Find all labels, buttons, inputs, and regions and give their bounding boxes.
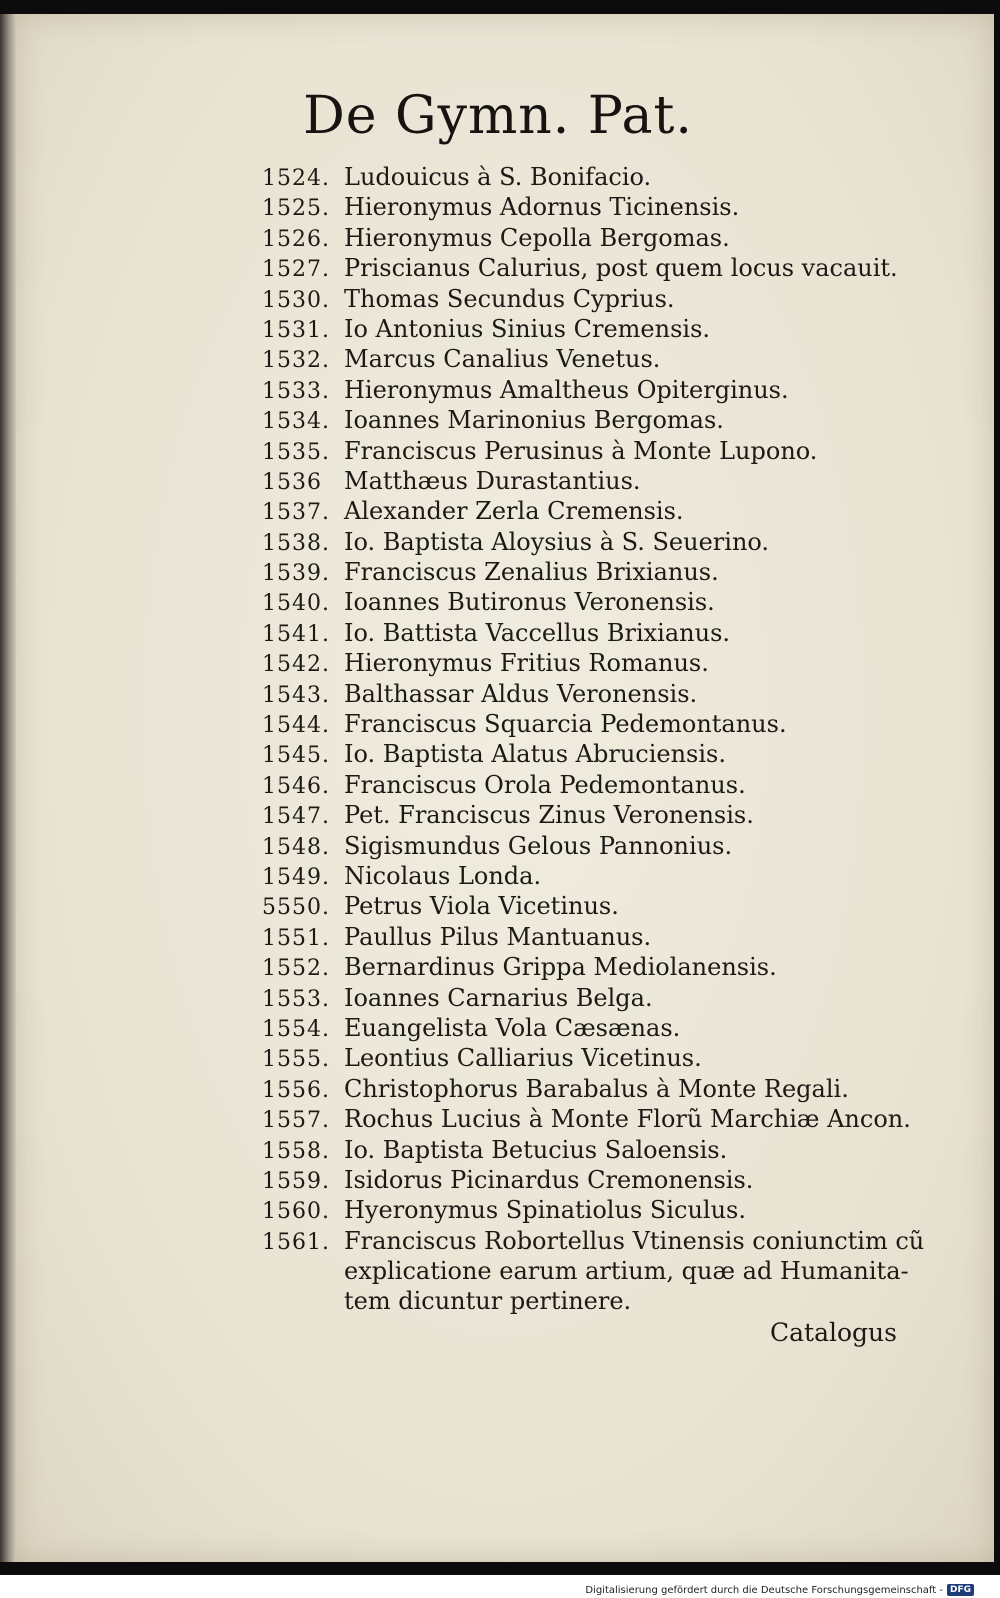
list-item — [262, 527, 942, 557]
entry-name: Alexander Zerla Cremensis. — [344, 497, 684, 526]
entry-year: 1526. — [262, 226, 330, 252]
list-item — [262, 618, 942, 648]
entry-year: 1557. — [262, 1108, 330, 1134]
list-item — [262, 648, 942, 678]
entry-name: Sigismundus Gelous Pannonius. — [344, 831, 733, 860]
entry-year: 1536 — [262, 469, 322, 495]
entry-year: 1545. — [262, 743, 330, 769]
entry-name: Bernardinus Grippa Mediolanensis. — [344, 953, 777, 982]
entry-name: Rochus Lucius à Monte Florũ Marchiæ Ancon. — [344, 1105, 911, 1134]
list-item — [262, 375, 942, 405]
entry-year: 1535. — [262, 439, 330, 465]
list-item — [262, 162, 942, 192]
list-item — [262, 344, 942, 374]
entry-name: Petrus Viola Vicetinus. — [344, 892, 619, 921]
list-item — [262, 739, 942, 769]
entry-year: 1532. — [262, 348, 330, 374]
list-item — [262, 223, 942, 253]
list-item — [262, 922, 942, 952]
list-item — [262, 679, 942, 709]
entry-name: Paullus Pilus Mantuanus. — [344, 922, 652, 951]
entry-year: 5550. — [262, 895, 330, 921]
entry-year: 1552. — [262, 956, 330, 982]
page-gutter — [0, 14, 16, 1562]
list-item — [262, 800, 942, 830]
list-item — [262, 496, 942, 526]
entry-name: Franciscus Zenalius Brixianus. — [344, 558, 719, 587]
list-item — [262, 1135, 942, 1165]
entry-year: 1533. — [262, 378, 330, 404]
list-item — [262, 192, 942, 222]
entry-year: 1538. — [262, 530, 330, 556]
entry-year: 1530. — [262, 287, 330, 313]
list-item — [262, 831, 942, 861]
entry-year: 1554. — [262, 1016, 330, 1042]
entry-name: Priscianus Calurius, post quem locus vacauit. — [344, 254, 898, 283]
list-item — [262, 1104, 942, 1134]
list-item — [262, 709, 942, 739]
credit-text: Digitalisierung gefördert durch die Deutsche Forschungsgemeinschaft - — [585, 1584, 943, 1596]
entry-name: Christophorus Barabalus à Monte Regali. — [344, 1074, 849, 1103]
entry-year: 1549. — [262, 864, 330, 890]
entry-name: Nicolaus Londa. — [344, 861, 542, 890]
entry-year: 1551. — [262, 925, 330, 951]
entry-year: 1561. — [262, 1229, 330, 1255]
entry-year: 1556. — [262, 1077, 330, 1103]
list-item — [262, 436, 942, 466]
entry-name: Marcus Canalius Venetus. — [344, 345, 661, 374]
entry-name: Pet. Franciscus Zinus Veronensis. — [344, 801, 754, 830]
list-item — [262, 1165, 942, 1195]
entry-name: Io Antonius Sinius Cremensis. — [344, 314, 711, 343]
entry-year: 1527. — [262, 257, 330, 283]
list-item — [262, 770, 942, 800]
entry-year: 1544. — [262, 713, 330, 739]
list-item — [262, 1043, 942, 1073]
dfg-logo-icon: DFG — [947, 1584, 974, 1596]
list-item — [262, 1226, 942, 1256]
entry-year: 1546. — [262, 773, 330, 799]
list-item — [262, 587, 942, 617]
page-header — [0, 86, 1000, 146]
digitization-credit — [585, 1584, 974, 1596]
entry-year: 1547. — [262, 804, 330, 830]
entry-year: 1560. — [262, 1199, 330, 1225]
entry-name: Isidorus Picinardus Cremonensis. — [344, 1165, 754, 1194]
entry-year: 1534. — [262, 409, 330, 435]
entry-name: Leontius Calliarius Vicetinus. — [344, 1044, 702, 1073]
list-item — [262, 952, 942, 982]
entry-name: Balthassar Aldus Veronensis. — [344, 679, 698, 708]
entry-name: Hieronymus Fritius Romanus. — [344, 649, 709, 678]
entry-name: Franciscus Squarcia Pedemontanus. — [344, 710, 787, 739]
entry-name: Franciscus Orola Pedemontanus. — [344, 770, 746, 799]
catchword: Catalogus — [770, 1318, 897, 1347]
entry-year: 1558. — [262, 1138, 330, 1164]
list-item — [262, 253, 942, 283]
entry-year: 1559. — [262, 1168, 330, 1194]
entry-continuation: explicatione earum artium, quæ ad Humanita- — [344, 1257, 909, 1286]
entry-year: 1539. — [262, 561, 330, 587]
entry-name: Hyeronymus Spinatiolus Siculus. — [344, 1196, 746, 1225]
entry-year: 1537. — [262, 500, 330, 526]
list-item — [262, 891, 942, 921]
entry-year: 1548. — [262, 834, 330, 860]
list-item — [262, 405, 942, 435]
list-item — [262, 557, 942, 587]
list-item — [262, 861, 942, 891]
entry-name: Ioannes Carnarius Belga. — [344, 983, 653, 1012]
list-item — [262, 1074, 942, 1104]
entry-name: Franciscus Robortellus Vtinensis coniunctim cũ — [344, 1226, 925, 1255]
entry-year: 1543. — [262, 682, 330, 708]
entry-name: Ioannes Marinonius Bergomas. — [344, 406, 724, 435]
entry-name: Io. Battista Vaccellus Brixianus. — [344, 618, 731, 647]
list-item — [262, 314, 942, 344]
list-item — [262, 1013, 942, 1043]
professor-list — [262, 162, 942, 1317]
entry-year: 1531. — [262, 317, 330, 343]
list-item — [262, 284, 942, 314]
entry-name: Hieronymus Amaltheus Opiterginus. — [344, 375, 789, 404]
running-title: De Gymn. Pat. — [303, 86, 693, 146]
entry-name: Franciscus Perusinus à Monte Lupono. — [344, 436, 818, 465]
entry-year: 1555. — [262, 1047, 330, 1073]
entry-year: 1542. — [262, 652, 330, 678]
entry-year: 1553. — [262, 986, 330, 1012]
entry-year: 1524. — [262, 166, 330, 191]
entry-continuation: tem dicuntur pertinere. — [344, 1287, 632, 1316]
entry-name: Io. Baptista Aloysius à S. Seuerino. — [344, 527, 770, 556]
entry-year: 1540. — [262, 591, 330, 617]
entry-name: Hieronymus Cepolla Bergomas. — [344, 223, 730, 252]
entry-name: Thomas Secundus Cyprius. — [344, 284, 675, 313]
list-item — [262, 1195, 942, 1225]
entry-year: 1525. — [262, 196, 330, 222]
entry-name: Io. Baptista Betucius Saloensis. — [344, 1135, 728, 1164]
list-item — [262, 983, 942, 1013]
entry-name: Ludouicus à S. Bonifacio. — [344, 163, 652, 191]
entry-name: Ioannes Butironus Veronensis. — [344, 588, 715, 617]
entry-name: Io. Baptista Alatus Abruciensis. — [344, 740, 726, 769]
entry-name: Matthæus Durastantius. — [344, 466, 641, 495]
list-item — [262, 466, 942, 496]
entry-year: 1541. — [262, 621, 330, 647]
entry-name: Euangelista Vola Cæsænas. — [344, 1013, 681, 1042]
entry-name: Hieronymus Adornus Ticinensis. — [344, 193, 740, 222]
